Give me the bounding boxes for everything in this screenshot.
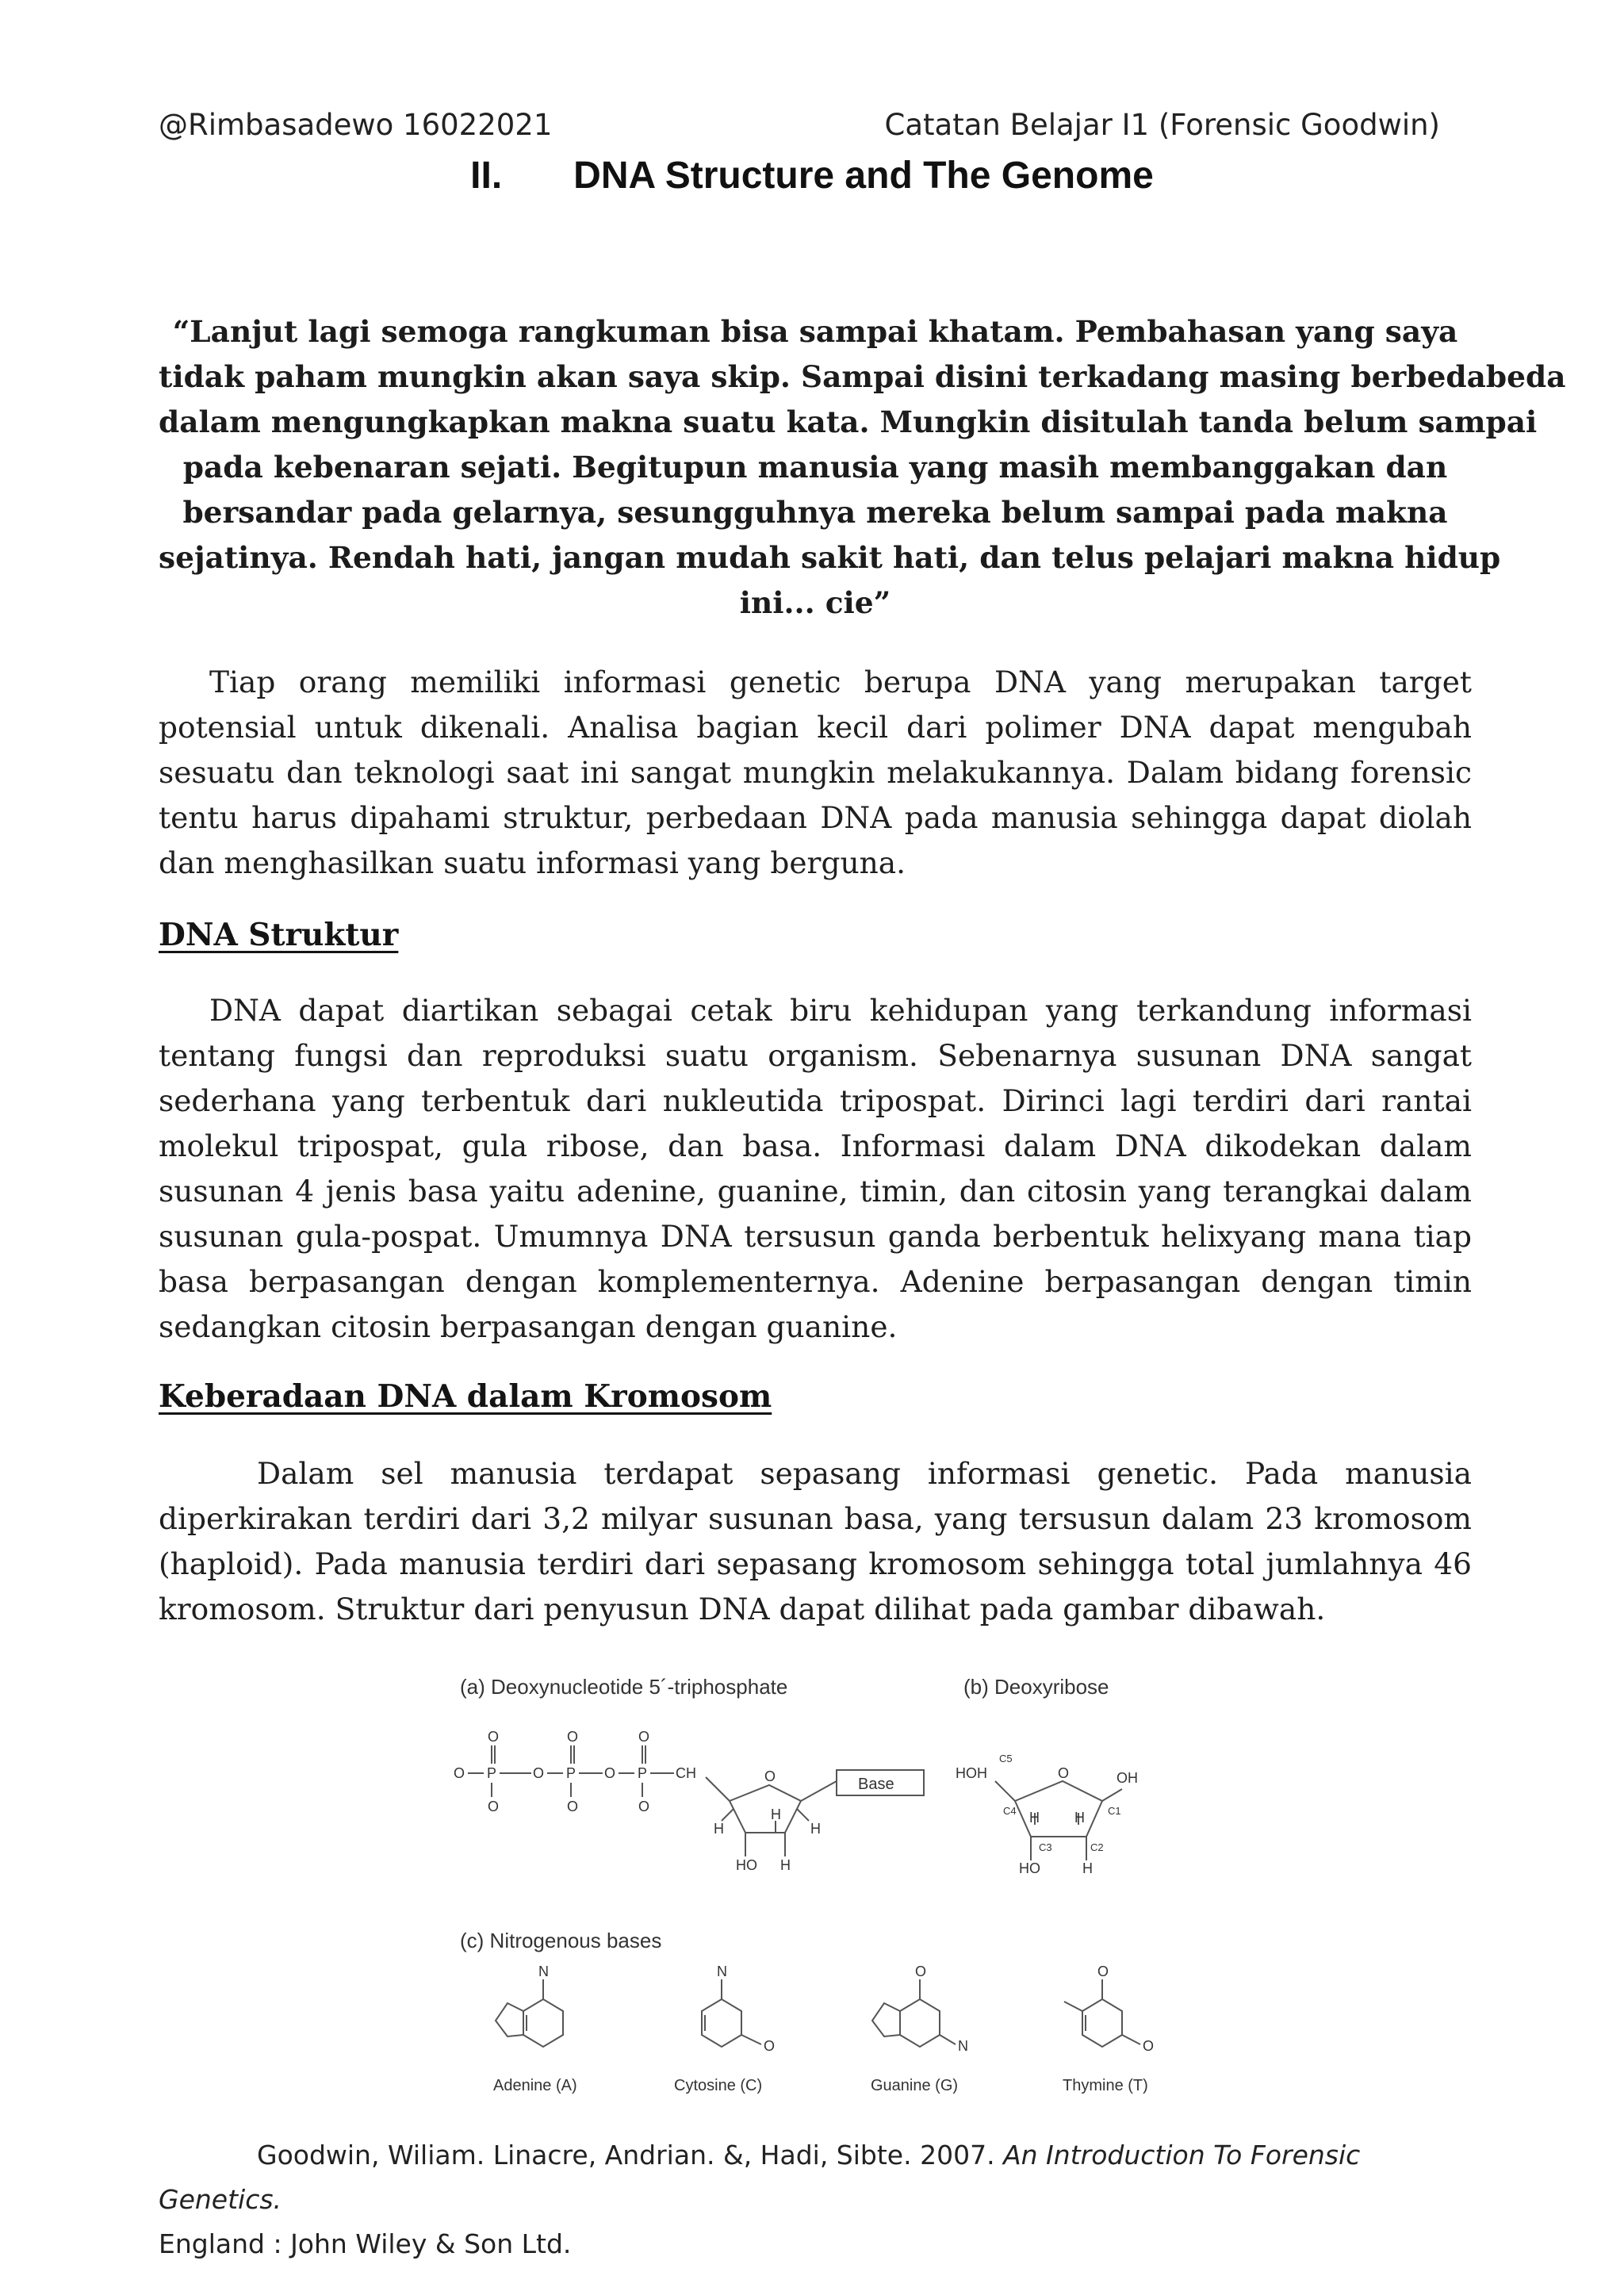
- dna-struktur-text: DNA dapat diartikan sebagai cetak biru kehidupan yang terkandung informasi tentang fungsi dan reproduksi suatu organism. Sebenarnya susunan DNA sangat sederhana yang terbentuk dari nukleutida tripospat. Dirinci lagi terdiri dari rantai molekul tripospat, gula ribose, dan basa. Informasi dalam DNA dikodekan dalam susunan 4 jenis basa yaitu adenine, guanine, timin, dan citosin yang terangkai dalam susunan gula-pospat. Umumnya DNA tersusun ganda berbentuk helixyang mana tiap basa berpasangan dengan komplementernya. Adenine berpasangan dengan timin sedangkan citosin berpasangan dengan guanine.: [159, 993, 1472, 1344]
- base-label-adenine: Adenine (A): [493, 2077, 577, 2094]
- atom-label: O: [1097, 1964, 1109, 1979]
- figure-label-a: (a) Deoxynucleotide 5´-triphosphate: [460, 1675, 788, 1699]
- kromosom-paragraph: [159, 1451, 1472, 1632]
- atom-label: O: [533, 1765, 545, 1781]
- quote-line: tidak paham mungkin akan saya skip. Sampai disini terkadang masing berbedabeda: [159, 359, 1566, 394]
- base-label-thymine: Thymine (T): [1063, 2077, 1148, 2094]
- atom-label: O: [638, 1729, 650, 1745]
- quote-line: ini... cie”: [739, 585, 891, 620]
- atom-label: O: [488, 1799, 500, 1814]
- atom-label: HO: [736, 1857, 757, 1873]
- kromosom-text: Dalam sel manusia terdapat sepasang informasi genetic. Pada manusia diperkirakan terdiri dari 3,2 milyar susunan basa, yang tersusun dalam 23 kromosom (haploid). Pada manusia terdiri dari sepasang kromosom sehingga total jumlahnya 46 kromosom. Struktur dari penyusun DNA dapat dilihat pada gambar dibawah.: [159, 1456, 1472, 1626]
- quote-line: “Lanjut lagi semoga rangkuman bisa sampai khatam. Pembahasan yang saya: [172, 314, 1458, 349]
- atom-label: P: [638, 1765, 648, 1781]
- intro-text: Tiap orang memiliki informasi genetic berupa DNA yang merupakan target potensial untuk dikenali. Analisa bagian kecil dari polimer DNA dapat mengubah sesuatu dan teknologi saat ini sangat mungkin melakukannya. Dalam bidang forensic tentu harus dipahami struktur, perbedaan DNA pada manusia sehingga dapat diolah dan menghasilkan suatu informasi yang berguna.: [159, 665, 1472, 880]
- chapter-number: II.: [470, 155, 503, 197]
- section-heading-dna-struktur: DNA Struktur: [159, 917, 399, 953]
- atom-label: CH: [676, 1765, 696, 1781]
- page-title: [0, 154, 1624, 197]
- atom-label: O: [764, 2038, 776, 2054]
- header-author-date: @Rimbasadewo 16022021: [159, 108, 553, 142]
- atom-label: N: [958, 2038, 968, 2054]
- atom-label: O: [915, 1964, 927, 1979]
- atom-label: HO: [1019, 1860, 1040, 1876]
- atom-label: HOH: [956, 1765, 987, 1781]
- base-label-cytosine: Cytosine (C): [674, 2077, 763, 2094]
- carbon-label: C5: [999, 1753, 1013, 1764]
- atom-label: O: [1058, 1765, 1070, 1781]
- quote-line: pada kebenaran sejati. Begitupun manusia yang masih membanggakan dan: [182, 450, 1448, 485]
- carbon-label: C4: [1003, 1805, 1017, 1817]
- opening-quote: [159, 309, 1566, 626]
- atom-label: P: [566, 1765, 576, 1781]
- atom-label: O: [638, 1799, 650, 1814]
- reference-citation: [159, 2133, 1491, 2266]
- chapter-title: DNA Structure and The Genome: [573, 155, 1154, 197]
- atom-label: O: [567, 1729, 579, 1745]
- atom-label: O: [567, 1799, 579, 1814]
- figure-label-b: (b) Deoxyribose: [963, 1675, 1109, 1699]
- reference-publisher: England : John Wiley & Son Ltd.: [159, 2228, 572, 2259]
- carbon-label: C1: [1108, 1805, 1121, 1817]
- atom-label: O: [488, 1729, 500, 1745]
- intro-paragraph: [159, 660, 1472, 886]
- atom-label: H: [810, 1821, 821, 1837]
- reference-book-title: An Introduction To Forensic Genetics.: [159, 2140, 1361, 2215]
- atom-label: H: [714, 1821, 724, 1837]
- atom-label: P: [487, 1765, 497, 1781]
- atom-label: O: [604, 1765, 616, 1781]
- quote-line: bersandar pada gelarnya, sesungguhnya mereka belum sampai pada makna: [182, 495, 1448, 530]
- atom-label: O: [764, 1768, 776, 1784]
- quote-line: dalam mengungkapkan makna suatu kata. Mungkin disitulah tanda belum sampai: [159, 404, 1538, 439]
- base-box-label: Base: [858, 1776, 894, 1793]
- atom-label: N: [538, 1964, 549, 1979]
- reference-authors: Goodwin, Wiliam. Linacre, Andrian. &, Hadi, Sibte. 2007.: [257, 2140, 995, 2170]
- atom-label: H: [1074, 1810, 1085, 1826]
- carbon-label: C3: [1039, 1841, 1052, 1853]
- atom-label: N: [717, 1964, 727, 1979]
- atom-label: O: [1143, 2038, 1155, 2054]
- dna-struktur-paragraph: [159, 988, 1472, 1350]
- atom-label: H: [780, 1857, 791, 1873]
- atom-label: OH: [1116, 1770, 1138, 1786]
- base-label-guanine: Guanine (G): [871, 2077, 959, 2094]
- atom-label: H: [1082, 1860, 1093, 1876]
- atom-label: H: [1029, 1810, 1040, 1826]
- dna-structure-figure: [444, 1662, 1197, 2106]
- figure-label-c: (c) Nitrogenous bases: [460, 1929, 662, 1952]
- atom-label: H: [771, 1806, 781, 1822]
- header-notes-title: Catatan Belajar I1 (Forensic Goodwin): [884, 108, 1440, 142]
- carbon-label: C2: [1090, 1841, 1104, 1853]
- section-heading-kromosom: Keberadaan DNA dalam Kromosom: [159, 1378, 772, 1415]
- atom-label: O: [454, 1765, 465, 1781]
- nucleotide-diagram: [444, 1662, 1197, 2106]
- quote-line: sejatinya. Rendah hati, jangan mudah sakit hati, dan telus pelajari makna hidup: [159, 540, 1501, 575]
